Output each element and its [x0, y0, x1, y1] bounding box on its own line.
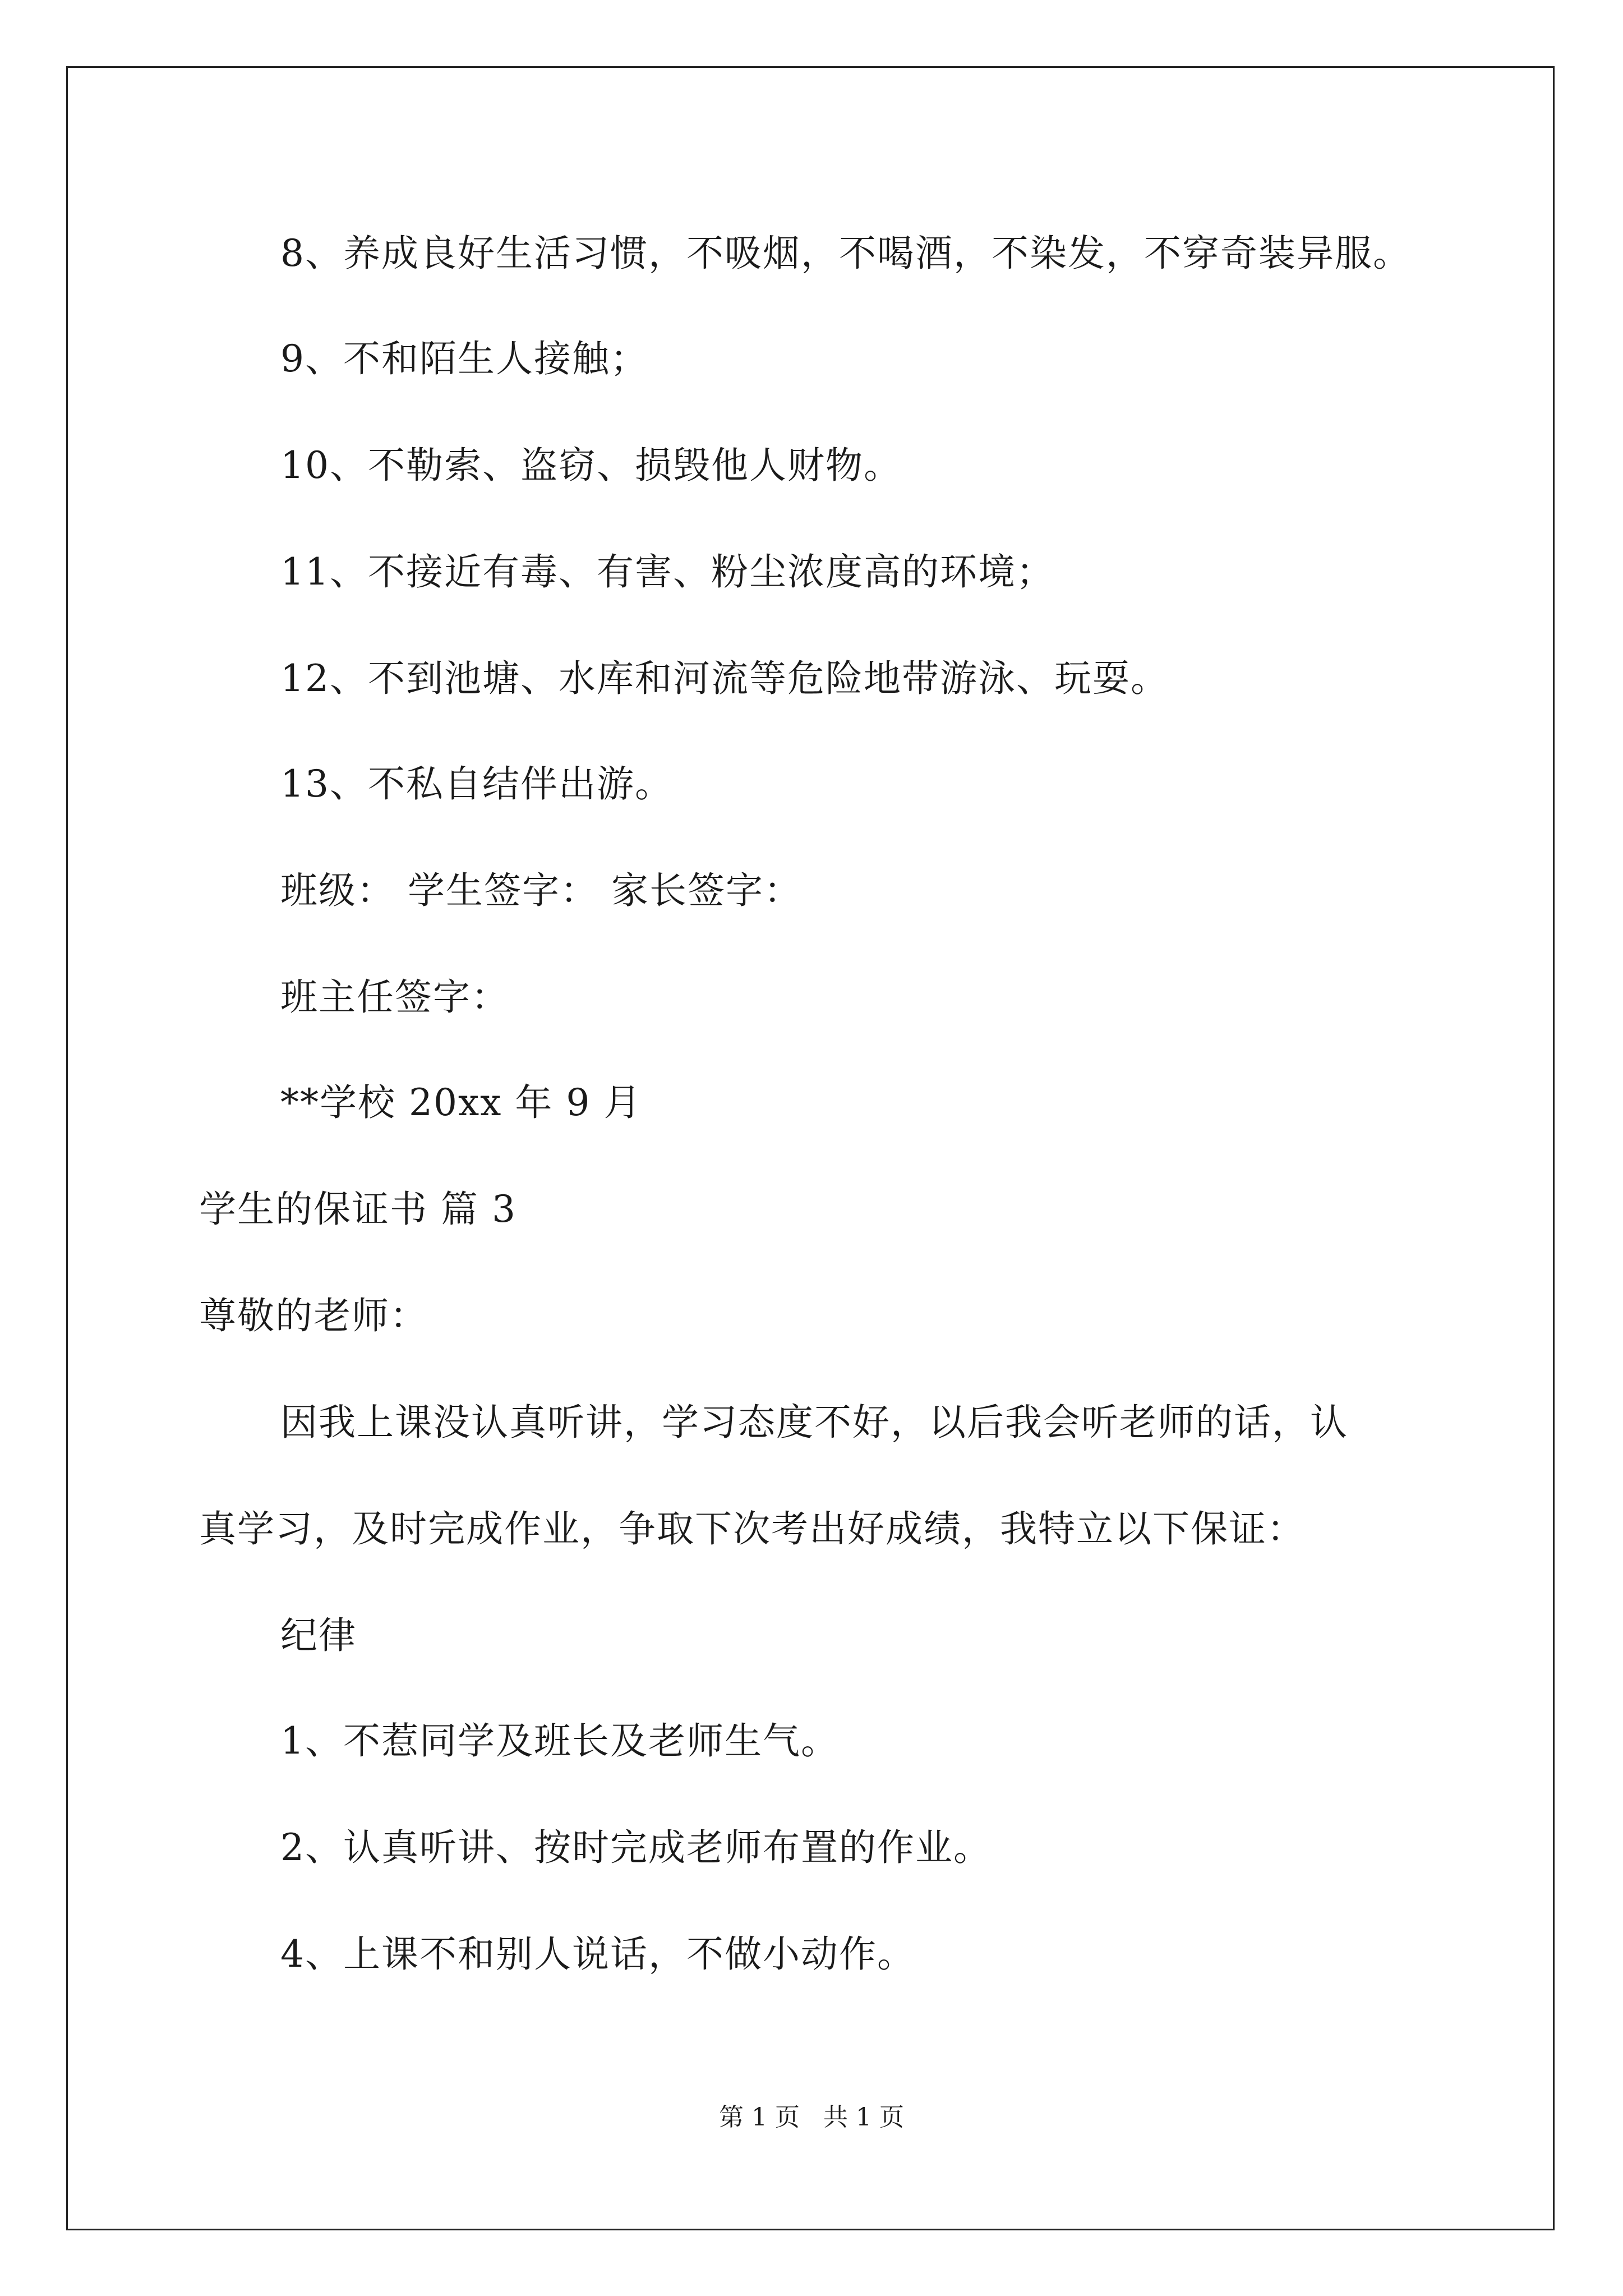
- discipline-heading: 纪律: [280, 1614, 357, 1657]
- signature-line: 班级： 学生签字： 家长签字：: [280, 869, 802, 912]
- section-heading: 学生的保证书 篇 3: [199, 1188, 517, 1231]
- body-paragraph-2: 真学习，及时完成作业，争取下次考出好成绩，我特立以下保证：: [199, 1507, 1305, 1550]
- rule-2: 2、认真听讲、按时完成老师布置的作业。: [280, 1826, 992, 1869]
- salutation: 尊敬的老师：: [199, 1294, 428, 1337]
- rule-1: 1、不惹同学及班长及老师生气。: [280, 1719, 839, 1763]
- item-12: 12、不到池塘、水库和河流等危险地带游泳、玩耍。: [280, 657, 1169, 700]
- body-paragraph-1: 因我上课没认真听讲，学习态度不好，以后我会听老师的话，认: [280, 1401, 1348, 1444]
- item-9: 9、不和陌生人接触；: [280, 337, 648, 380]
- teacher-signature: 班主任签字：: [280, 976, 509, 1019]
- item-10: 10、不勒索、盗窃、损毁他人财物。: [280, 444, 902, 487]
- item-8: 8、养成良好生活习惯，不吸烟，不喝酒，不染发，不穿奇装异服。: [280, 232, 1411, 275]
- page-footer: 第 1 页 共 1 页: [719, 2103, 904, 2132]
- page-frame: [66, 66, 1555, 2230]
- item-11: 11、不接近有毒、有害、粉尘浓度高的环境；: [280, 550, 1054, 593]
- rule-4: 4、上课不和别人说话，不做小动作。: [280, 1932, 915, 1976]
- school-date: **学校 20xx 年 9 月: [280, 1081, 642, 1124]
- item-13: 13、不私自结伴出游。: [280, 762, 673, 806]
